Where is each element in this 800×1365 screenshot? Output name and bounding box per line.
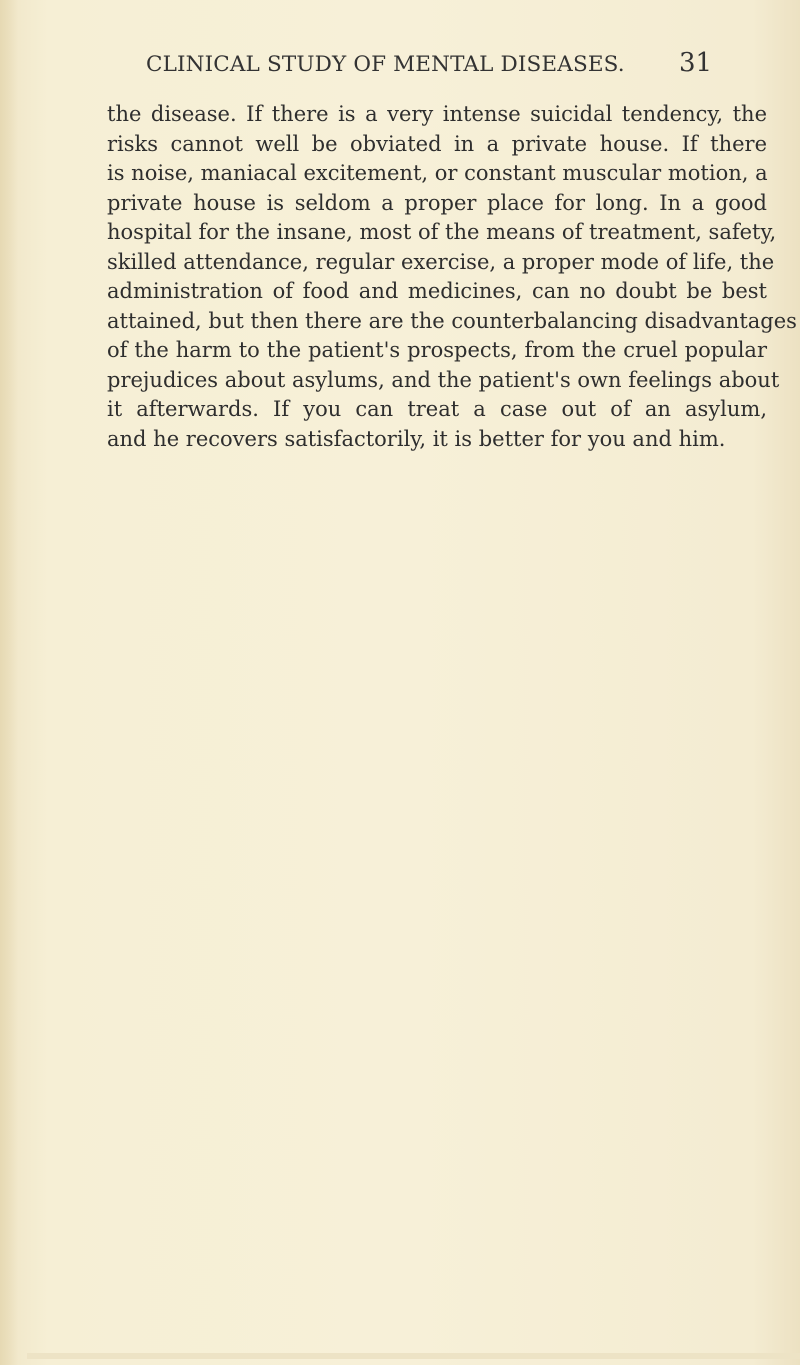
text-line: risks cannot well be obviated in a private house. If there (107, 131, 767, 156)
text-line: private house is seldom a proper place for long. In a good (107, 190, 767, 215)
text-line: prejudices about asylums, and the patient's own feelings about (107, 367, 780, 392)
text-line: attained, but then there are the counterbalancing disadvantages (107, 308, 797, 333)
text-line: it afterwards. If you can treat a case out of an asylum, (107, 397, 767, 421)
text-line: skilled attendance, regular exercise, a proper mode of life, the (107, 249, 775, 274)
text-line: hospital for the insane, most of the means of treatment, safety, (107, 220, 777, 244)
body-paragraph (107, 100, 797, 454)
page-number: 31 (679, 48, 713, 78)
text-line: and he recovers satisfactorily, it is better for you and him. (107, 426, 726, 451)
text-line: administration of food and medicines, can no doubt be best (107, 279, 767, 303)
text-line: the disease. If there is a very intense suicidal tendency, the (107, 102, 767, 126)
text-line: of the harm to the patient's prospects, from the cruel popular (107, 338, 767, 362)
running-title: CLINICAL STUDY OF MENTAL DISEASES. (146, 52, 625, 77)
page-bottom-edge (27, 1353, 800, 1359)
page-header (0, 46, 800, 86)
text-line: is noise, maniacal excitement, or constant muscular motion, a (107, 161, 768, 185)
page-gutter-shadow (0, 0, 18, 1365)
